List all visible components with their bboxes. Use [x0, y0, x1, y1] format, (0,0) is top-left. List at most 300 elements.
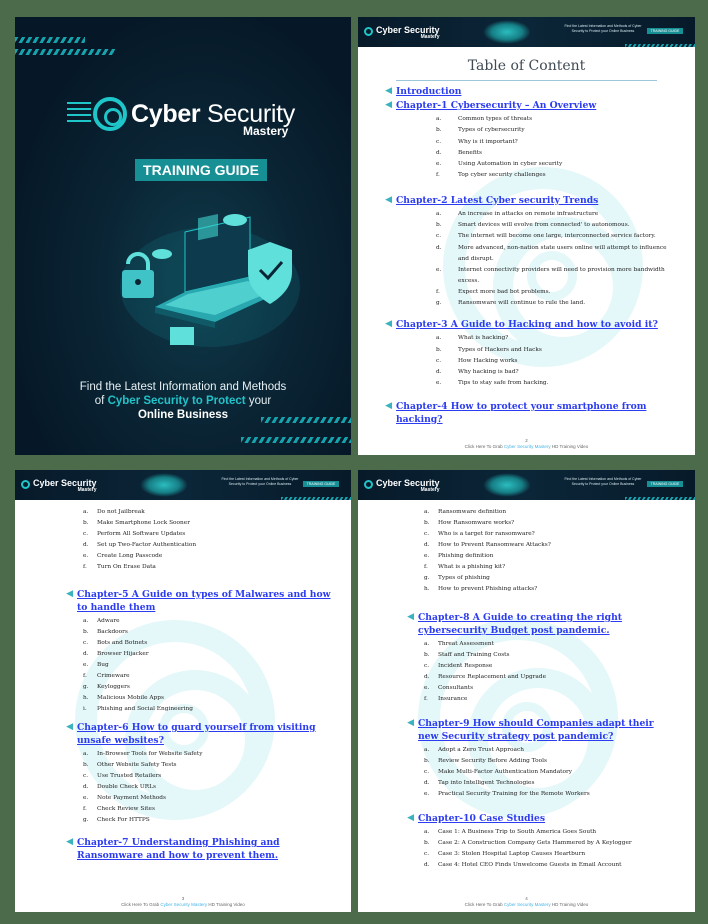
item-text: Expect more bad bot problems.	[458, 288, 551, 295]
item-text: Tips to stay safe from hacking.	[458, 380, 549, 387]
list-item	[424, 529, 591, 540]
item-text: Crimeware	[97, 673, 130, 679]
toc-bullet-icon: ◀	[66, 589, 73, 599]
item-text: Review Security Before Adding Tools	[438, 758, 547, 764]
toc-chapter-2[interactable]	[376, 194, 695, 207]
toc-chapter-6[interactable]	[57, 721, 347, 747]
item-letter: a.	[424, 641, 430, 647]
item-text: Backdoors	[97, 629, 128, 635]
cyber-lock-logo-icon	[93, 97, 127, 131]
footer-text: HD Training Video	[550, 444, 589, 449]
toc-page-2	[358, 17, 695, 455]
list-item	[424, 827, 688, 838]
banner-logo	[376, 25, 440, 40]
item-letter: d.	[424, 674, 430, 680]
item-text: What is a phishing kit?	[438, 564, 506, 570]
decorative-stripes	[15, 37, 85, 43]
item-text: Case 2: A Construction Company Gets Hammered by A Keylogger	[438, 840, 632, 846]
item-letter: c.	[424, 851, 430, 857]
footer-link[interactable]: Cyber Security Mastery	[160, 902, 208, 907]
item-letter: a.	[424, 829, 430, 835]
list-item	[83, 782, 347, 793]
item-letter: b.	[424, 840, 430, 846]
list-item	[424, 838, 688, 849]
list-item	[83, 627, 347, 638]
laptop-illustration-icon	[483, 473, 531, 497]
list-item	[436, 114, 695, 125]
chapter-5-items	[83, 616, 347, 715]
toc-bullet-icon: ◀	[385, 400, 392, 411]
item-letter: e.	[436, 266, 442, 273]
chapter-9-items	[424, 745, 688, 800]
footer-cta	[15, 902, 351, 908]
list-item	[424, 584, 591, 595]
list-item	[436, 265, 695, 287]
item-letter: a.	[83, 618, 89, 624]
item-text: Bots and Botnets	[97, 640, 148, 646]
item-text: Do not Jailbreak	[97, 509, 145, 515]
list-item	[83, 660, 347, 671]
chapter-7-items	[424, 507, 591, 595]
header-banner	[358, 470, 695, 500]
banner-badge: TRAINING GUIDE	[647, 481, 683, 487]
item-letter: b.	[436, 222, 442, 229]
toc-list	[398, 605, 688, 871]
page-number: 2	[525, 438, 528, 443]
list-item	[424, 694, 688, 705]
list-item	[83, 529, 236, 540]
toc-list	[376, 79, 695, 426]
item-letter: c.	[436, 138, 442, 145]
chapter-link[interactable]: Chapter-8 A Guide to creating the right cybersecurity Budget post pandemic.	[418, 612, 623, 636]
item-text: Create Long Passcode	[97, 553, 163, 559]
item-letter: d.	[83, 784, 89, 790]
cloud-icon	[223, 214, 247, 226]
item-text: Adware	[97, 618, 120, 624]
list-item	[83, 682, 347, 693]
item-letter: c.	[424, 769, 430, 775]
banner-tagline: Find the Latest Information and Methods of Cyber Security to Protect your Online Business	[221, 477, 299, 486]
item-text: Perform All Software Updates	[97, 531, 186, 537]
list-item	[436, 356, 695, 367]
list-item	[424, 849, 688, 860]
item-letter: a.	[424, 747, 430, 753]
list-item	[424, 756, 688, 767]
item-letter: b.	[436, 346, 442, 353]
item-text: Internet connectivity providers will need to provision more bandwidth excess.	[458, 266, 665, 284]
chapter-link[interactable]: Chapter-10 Case Studies	[418, 813, 546, 824]
footer-link[interactable]: Cyber Security Mastery	[503, 902, 551, 907]
toc-chapter-10[interactable]	[398, 812, 688, 825]
circuit-lines-icon	[67, 102, 91, 124]
item-letter: e.	[436, 380, 442, 387]
toc-chapter-8[interactable]	[398, 611, 688, 637]
item-letter: a.	[436, 335, 442, 342]
item-text: How Hacking works	[458, 357, 518, 364]
toc-title: Table of Content	[467, 58, 586, 74]
item-letter: g.	[424, 575, 430, 581]
decorative-stripes	[625, 497, 695, 500]
item-letter: b.	[424, 652, 430, 658]
chapter-link[interactable]: Chapter-5 A Guide on types of Malwares and how to handle them	[77, 589, 331, 613]
list-item	[83, 704, 347, 715]
toc-bullet-icon: ◀	[385, 194, 392, 205]
item-text: What is hacking?	[458, 335, 509, 342]
decorative-stripes	[15, 49, 115, 55]
item-letter: e.	[436, 161, 442, 168]
item-letter: e.	[424, 791, 430, 797]
page-number: 4	[525, 896, 528, 901]
footer-cta	[358, 444, 695, 450]
list-item	[83, 562, 236, 573]
toc-bullet-icon: ◀	[66, 722, 73, 732]
toc-bullet-icon: ◀	[66, 837, 73, 847]
toc-bullet-icon: ◀	[407, 813, 414, 823]
tagline-text: your	[245, 395, 272, 407]
toc-chapter-introduction[interactable]	[376, 85, 695, 98]
toc-bullet-icon: ◀	[385, 100, 392, 110]
list-item	[424, 518, 591, 529]
chapter-1-items	[436, 114, 695, 182]
chapter-link[interactable]: Chapter-7 Understanding Phishing and Ransomware and how to prevent them.	[77, 837, 280, 861]
item-letter: f.	[424, 564, 428, 570]
banner-logo-text: Cyber Security	[376, 478, 440, 488]
chapter-6-items	[83, 749, 347, 826]
page-footer	[358, 438, 695, 450]
item-letter: f.	[83, 673, 87, 679]
list-item	[83, 671, 347, 682]
item-letter: e.	[83, 662, 89, 668]
banner-logo-sub: Mastery	[420, 34, 440, 40]
item-text: Browser Hijacker	[97, 651, 149, 657]
toc-bullet-icon: ◀	[407, 612, 414, 622]
item-text: Why hacking is bad?	[458, 369, 519, 376]
tagline-line-3: Online Business	[137, 409, 229, 421]
toc-page-3	[15, 470, 351, 912]
footer-text: Click Here To Grab	[464, 444, 504, 449]
item-text: Use Trusted Retailers	[97, 773, 162, 779]
item-letter: d.	[83, 542, 89, 548]
list-item	[83, 551, 236, 562]
list-item	[83, 804, 347, 815]
item-text: Keyloggers	[97, 684, 130, 690]
banner-logo-sub: Mastery	[77, 487, 97, 493]
logo-icon	[364, 27, 373, 36]
list-item	[83, 760, 347, 771]
item-letter: e.	[83, 553, 89, 559]
list-item	[436, 170, 695, 181]
item-text: More advanced, non-nation state users online will attempt to influence and disrupt.	[458, 244, 667, 262]
list-item	[436, 148, 695, 159]
tagline-highlight: Cyber Security to Protect	[107, 395, 246, 407]
item-letter: d.	[424, 862, 430, 868]
list-item	[436, 243, 695, 265]
list-item	[83, 649, 347, 660]
banner-tagline: Find the Latest Information and Methods of Cyber Security to Protect your Online Business	[564, 477, 642, 486]
chapter-10-items	[424, 827, 688, 871]
item-text: Staff and Training Costs	[438, 652, 510, 658]
list-item	[436, 298, 695, 309]
list-item	[83, 693, 347, 704]
item-text: Check Review Sites	[97, 806, 155, 812]
item-text: Phishing definition	[438, 553, 494, 559]
item-letter: d.	[436, 149, 442, 156]
banner-badge: TRAINING GUIDE	[647, 28, 683, 34]
list-item	[83, 540, 236, 551]
item-text: Top cyber security challenges	[458, 172, 546, 179]
list-item	[424, 778, 688, 789]
footer-text: Click Here To Grab	[121, 902, 161, 907]
list-item	[83, 793, 347, 804]
toc-chapter-9[interactable]	[398, 717, 688, 743]
item-letter: d.	[424, 780, 430, 786]
tagline-line-2	[15, 394, 351, 408]
item-letter: d.	[436, 369, 442, 376]
list-item	[424, 860, 688, 871]
item-text: Set up Two-Factor Authentication	[97, 542, 197, 548]
item-text: Bug	[97, 662, 109, 668]
cover-title-bold: Cyber	[131, 99, 201, 128]
decorative-stripes	[625, 44, 695, 47]
cover-title-regular: Security	[207, 99, 295, 128]
list-item	[424, 672, 688, 683]
item-text: Practical Security Training for the Remote Workers	[438, 791, 590, 797]
decorative-stripes	[241, 437, 351, 443]
chapter-link[interactable]: Chapter-2 Latest Cyber security Trends	[396, 194, 599, 206]
item-letter: a.	[83, 509, 89, 515]
header-banner	[15, 470, 351, 500]
list-item	[424, 789, 688, 800]
banner-badge: TRAINING GUIDE	[303, 481, 339, 487]
toc-bullet-icon: ◀	[385, 319, 392, 330]
cloud-icon	[152, 249, 172, 259]
banner-logo	[33, 478, 97, 493]
list-item	[436, 333, 695, 344]
tagline-line-1: Find the Latest Information and Methods	[79, 381, 287, 393]
item-text: Types of phishing	[438, 575, 490, 581]
item-text: Malicious Mobile Apps	[97, 695, 164, 701]
footer-cta	[358, 902, 695, 908]
item-text: How Ransomware works?	[438, 520, 515, 526]
chapter-link[interactable]: Chapter-4 How to protect your smartphone from hacking?	[396, 400, 647, 425]
banner-tagline: Find the Latest Information and Methods of Cyber Security to Protect your Online Business	[564, 24, 642, 33]
chapter-link[interactable]: Chapter-1 Cybersecurity – An Overview	[396, 100, 597, 111]
item-letter: a.	[83, 751, 89, 757]
item-text: Double Check URLs	[97, 784, 156, 790]
item-text: How to prevent Phishing attacks?	[438, 586, 538, 592]
item-text: Threat Assessment	[438, 641, 494, 647]
item-text: Types of Hackers and Hacks	[458, 346, 542, 353]
page-number: 3	[181, 896, 185, 901]
item-letter: b.	[436, 127, 442, 134]
footer-text: HD Training Video	[207, 902, 245, 907]
list-item	[424, 639, 688, 650]
toc-chapter-7[interactable]	[57, 836, 347, 862]
list-item	[436, 125, 695, 136]
list-item	[424, 551, 591, 562]
item-letter: b.	[83, 762, 89, 768]
list-item	[436, 345, 695, 356]
item-text: Make Multi-Factor Authentication Mandatory	[438, 769, 573, 775]
chapter-8-items	[424, 639, 688, 705]
item-text: In-Browser Tools for Website Safety	[97, 751, 203, 757]
laptop-illustration-icon	[140, 473, 188, 497]
footer-text: HD Training Video	[550, 902, 589, 907]
page-footer	[358, 896, 695, 908]
toc-chapter-1[interactable]	[376, 99, 695, 112]
item-letter: h.	[83, 695, 89, 701]
toc-bullet-icon: ◀	[385, 86, 392, 96]
item-letter: e.	[424, 553, 430, 559]
item-text: Benefits	[458, 149, 483, 156]
list-item	[83, 638, 347, 649]
item-text: Why is it important?	[458, 138, 518, 145]
item-text: Ransomware definition	[438, 509, 507, 515]
cover-tagline	[15, 380, 351, 422]
item-text: Tap into Intelligent Technologies	[438, 780, 535, 786]
cover-subtitle: Mastery	[243, 124, 289, 138]
list-item	[424, 767, 688, 778]
list-item	[436, 287, 695, 298]
item-letter: a.	[424, 509, 430, 515]
item-text: Case 3: Stolen Hospital Laptop Causes Heartburn	[438, 851, 586, 857]
item-text: Resource Replacement and Upgrade	[438, 674, 547, 680]
banner-logo	[376, 478, 440, 493]
item-text: Types of cybersecurity	[458, 127, 525, 134]
item-text: Who is a target for ransomware?	[438, 531, 535, 537]
chapter-link[interactable]: Chapter-6 How to guard yourself from visiting unsafe websites?	[77, 722, 316, 746]
item-letter: e.	[424, 685, 430, 691]
item-letter: d.	[424, 542, 430, 548]
item-letter: g.	[83, 817, 89, 823]
toc-bullet-icon: ◀	[407, 718, 414, 728]
item-letter: d.	[83, 651, 89, 657]
list-item	[424, 661, 688, 672]
item-letter: f.	[436, 172, 440, 179]
list-item	[436, 137, 695, 148]
decorative-stripes	[281, 497, 351, 500]
toc-chapter-3[interactable]	[376, 318, 695, 331]
footer-text: Click Here To Grab	[464, 902, 504, 907]
item-letter: g.	[83, 684, 89, 690]
item-letter: c.	[83, 773, 89, 779]
toc-page-4	[358, 470, 695, 912]
logo-icon	[21, 480, 30, 489]
chapter-2-items	[436, 209, 695, 309]
list-item	[424, 540, 591, 551]
list-item	[436, 209, 695, 220]
list-item	[424, 683, 688, 694]
list-item	[83, 815, 347, 826]
chapter-3-items	[436, 333, 695, 389]
item-text: Note Payment Methods	[97, 795, 166, 801]
item-text: Insurance	[438, 696, 468, 702]
list-item	[83, 616, 347, 627]
item-letter: b.	[83, 520, 89, 526]
toc-chapter-5[interactable]	[57, 588, 347, 614]
banner-logo-text: Cyber Security	[33, 478, 97, 488]
item-letter: f.	[83, 806, 87, 812]
item-letter: c.	[436, 357, 442, 364]
item-text: Make Smartphone Lock Sooner	[97, 520, 190, 526]
list-item	[424, 573, 591, 584]
item-text: Common types of threats	[458, 116, 533, 122]
list-item	[424, 745, 688, 756]
item-text: Check For HTTPS	[97, 817, 150, 823]
list-item	[83, 771, 347, 782]
item-text: How to Prevent Ransomware Attacks?	[438, 542, 551, 548]
item-letter: a.	[436, 116, 442, 122]
list-item	[436, 220, 695, 231]
training-guide-badge: TRAINING GUIDE	[135, 159, 267, 181]
list-item	[436, 159, 695, 170]
item-letter: a.	[436, 210, 442, 217]
item-text: Incident Response	[438, 663, 493, 669]
banner-logo-text: Cyber Security	[376, 25, 440, 35]
item-text: Phishing and Social Engineering	[97, 706, 193, 712]
list-item	[83, 518, 236, 529]
toc-chapter-4[interactable]	[376, 400, 695, 426]
item-letter: c.	[83, 640, 89, 646]
item-letter: d.	[436, 244, 442, 251]
chapter-4-items	[83, 507, 236, 573]
laptop-illustration-icon	[483, 20, 531, 44]
item-letter: i.	[83, 706, 87, 712]
list-item	[436, 378, 695, 389]
item-letter: g.	[436, 299, 442, 306]
list-item	[424, 562, 591, 573]
item-text: Case 4: Hotel CEO Finds Unwelcome Guests in Email Account	[438, 862, 622, 868]
item-text: Turn On Erase Data	[97, 564, 156, 570]
item-letter: f.	[83, 564, 87, 570]
item-letter: c.	[424, 531, 430, 537]
list-item	[436, 367, 695, 378]
toc-list	[57, 582, 347, 862]
item-text: Other Website Safety Tests	[97, 762, 177, 768]
item-text: Ransomware will continue to rule the land.	[458, 299, 586, 306]
tagline-text: of	[94, 395, 108, 407]
item-letter: c.	[83, 531, 89, 537]
chapter-link[interactable]: Chapter-3 A Guide to Hacking and how to avoid it?	[396, 319, 658, 331]
logo-icon	[364, 480, 373, 489]
list-item	[424, 507, 591, 518]
item-text: The internet will become one large, interconnected service factory.	[458, 233, 656, 240]
item-letter: f.	[436, 288, 440, 295]
item-letter: b.	[424, 758, 430, 764]
item-text: Smart devices will evolve from connected' to autonomous.	[458, 222, 630, 229]
item-letter: h.	[424, 586, 430, 592]
item-letter: b.	[424, 520, 430, 526]
item-text: An increase in attacks on remote infrastructure	[458, 210, 599, 217]
cover-page	[15, 17, 351, 455]
chapter-link[interactable]: Introduction	[396, 86, 462, 97]
footer-link[interactable]: Cyber Security Mastery	[503, 444, 551, 449]
banner-logo-sub: Mastery	[420, 487, 440, 493]
item-text: Consultants	[438, 685, 474, 691]
list-item	[83, 749, 347, 760]
chat-bubble-icon	[170, 327, 194, 345]
laptop-security-illustration	[110, 212, 300, 352]
item-letter: c.	[436, 233, 442, 240]
item-text: Adopt a Zero Trust Approach	[438, 747, 524, 753]
list-item	[436, 231, 695, 242]
item-letter: c.	[424, 663, 430, 669]
item-letter: e.	[83, 795, 89, 801]
list-item	[424, 650, 688, 661]
page-footer	[15, 896, 351, 908]
chapter-link[interactable]: Chapter-9 How should Companies adapt their new Security strategy post pandemic?	[418, 718, 654, 742]
list-item	[83, 507, 236, 518]
